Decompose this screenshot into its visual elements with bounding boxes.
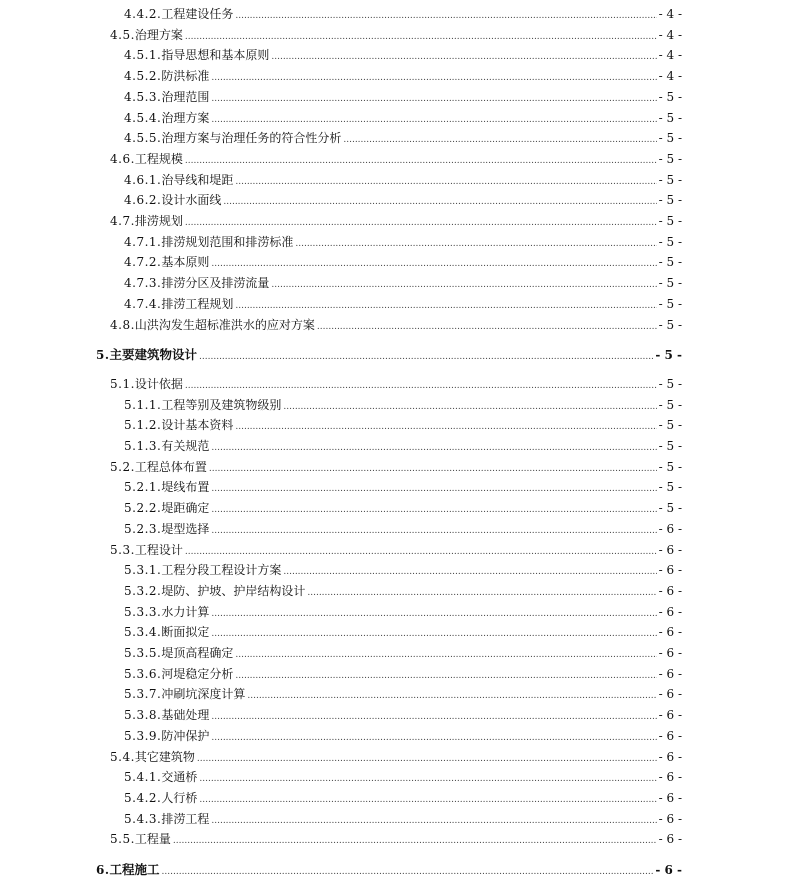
toc-entry-page: - 6 - [658,749,682,764]
toc-entry[interactable] [0,150,682,168]
toc-entry-title: 其它建筑物 [134,749,195,764]
toc-entry-page: - 5 - [658,376,682,391]
toc-entry[interactable] [0,458,682,476]
toc-entry-title: 工程等别及建筑物级别 [161,397,282,412]
toc-entry-number: 4.5.4. [124,110,162,125]
toc-entry-page: - 6 - [658,770,682,785]
toc-entry-page: - 5 - [658,193,682,208]
toc-entry-page: - 5 - [658,501,682,516]
toc-entry-title: 工程施工 [109,862,160,877]
toc-entry[interactable] [0,582,682,600]
toc-entry-title: 堤线布置 [161,480,210,495]
toc-entry[interactable] [0,109,682,127]
dot-leader [295,233,656,253]
toc-entry-page: - 5 - [658,317,682,332]
toc-entry-title: 冲刷坑深度计算 [161,687,246,702]
toc-entry-number: 5.2.1. [124,480,162,495]
toc-entry-title: 工程设计 [134,542,183,557]
dot-leader [235,171,656,191]
toc-entry[interactable] [0,437,682,455]
toc-entry-number: 5.3. [110,542,135,557]
toc-entry-number: 5.3.7. [124,687,162,702]
toc-entry[interactable] [0,499,682,517]
toc-entry-page: - 6 - [658,583,682,598]
toc-entry-page: - 5 - [658,296,682,311]
toc-entry-title: 治理方案 [134,27,183,42]
toc-entry[interactable] [0,861,682,879]
dot-leader [235,5,656,25]
dot-leader [211,478,656,498]
dot-leader [211,520,656,540]
toc-entry-number: 4.5. [110,27,135,42]
toc-entry-page: - 5 - [658,151,682,166]
toc-entry-title: 工程建设任务 [161,7,234,21]
toc-entry[interactable] [0,478,682,496]
toc-entry-number: 4.4.2. [124,7,162,21]
toc-entry[interactable] [0,46,682,64]
dot-leader [211,727,656,747]
toc-entry[interactable] [0,88,682,106]
toc-entry-page: - 6 - [658,563,682,578]
dot-leader [307,582,656,602]
dot-leader [343,129,656,149]
dot-leader [247,685,656,705]
toc-entry[interactable] [0,171,682,189]
toc-entry-page: - 6 - [658,811,682,826]
dot-leader [197,748,657,768]
dot-leader [211,623,656,643]
toc-entry-number: 5.1.3. [124,439,162,453]
toc-entry-number: 5.3.8. [124,708,162,723]
toc-entry-page: - 5 - [658,276,682,291]
toc-entry-number: 5.3.2. [124,583,162,598]
toc-entry-page: - 5 - [658,234,682,249]
dot-leader [211,603,656,623]
toc-entry[interactable] [0,789,682,807]
toc-entry-title: 治理范围 [161,89,210,104]
toc-entry-title: 堤型选择 [161,521,210,536]
toc-entry-title: 防洪标准 [161,69,210,84]
toc-entry[interactable] [0,129,682,147]
toc-entry-page: - 4 - [658,48,682,63]
dot-leader [211,810,656,830]
toc-entry-page: - 6 - [658,708,682,723]
toc-entry-page: - 6 - [658,687,682,702]
toc-entry-page: - 5 - [658,439,682,453]
toc-entry[interactable] [0,520,682,538]
toc-entry-title: 有关规范 [161,439,210,453]
toc-entry-title: 设计水面线 [161,193,222,208]
toc-entry-number: 4.6.1. [124,172,162,187]
dot-leader [185,150,657,170]
toc-entry-title: 人行桥 [161,790,198,805]
toc-entry-title: 山洪沟发生超标准洪水的应对方案 [134,317,315,332]
toc-entry-number: 5.3.1. [124,563,162,578]
toc-entry-title: 工程分段工程设计方案 [161,563,282,578]
toc-entry-number: 5.3.6. [124,666,162,681]
toc-entry[interactable] [0,768,682,786]
toc-entry-number: 4.6.2. [124,193,162,208]
toc-entry[interactable] [0,603,682,621]
toc-entry-number: 4.7.3. [124,276,162,291]
toc-entry-title: 交通桥 [161,770,198,785]
toc-entry-page: - 6 - [658,542,682,557]
toc-entry-page: - 6 - [658,832,682,847]
toc-entry[interactable] [0,623,682,641]
toc-entry-title: 指导思想和基本原则 [161,48,270,63]
toc-entry-number: 5.2.3. [124,521,162,536]
toc-entry-title: 堤顶高程确定 [161,646,234,660]
toc-entry-title: 基础处理 [161,708,210,723]
toc-entry-page: - 5 - [658,172,682,187]
toc-entry-page: - 5 - [658,131,682,146]
toc-entry[interactable] [0,685,682,703]
toc-entry-title: 排涝工程规划 [161,296,234,311]
toc-entry[interactable] [0,665,682,683]
toc-entry-title: 主要建筑物设计 [109,347,198,363]
toc-entry-page: - 5 - [658,397,682,412]
dot-leader [235,644,656,664]
toc-entry[interactable] [0,67,682,85]
dot-leader [211,253,656,273]
toc-entry-title: 工程总体布置 [134,459,207,474]
toc-entry-number: 4.5.2. [124,69,162,84]
toc-entry-number: 4.7.1. [124,234,162,249]
toc-entry[interactable] [0,541,682,559]
toc-entry-page: - 6 - [658,646,682,660]
toc-entry-page: - 5 - [658,89,682,104]
dot-leader [199,789,656,809]
dot-leader [235,416,656,436]
toc-entry[interactable] [0,191,682,209]
dot-leader [235,665,656,685]
toc-entry-title: 设计依据 [134,376,183,391]
toc-entry[interactable] [0,830,682,848]
toc-entry-number: 5.1.2. [124,418,162,433]
toc-entry-title: 排涝分区及排涝流量 [161,276,270,291]
toc-entry[interactable] [0,295,682,313]
toc-entry-page: - 4 - [658,69,682,84]
toc-entry[interactable] [0,727,682,745]
toc-entry-number: 5.4.1. [124,770,162,785]
toc-entry-number: 5.1. [110,376,135,391]
toc-entry-page: - 5 - [658,459,682,474]
toc-entry-page: - 6 - [658,728,682,743]
dot-leader [211,437,656,457]
toc-entry-title: 水力计算 [161,604,210,619]
toc-entry-number: 4.5.5. [124,131,162,146]
dot-leader [235,295,656,315]
toc-entry-page: - 5 - [658,418,682,433]
toc-entry-title: 治理方案 [161,110,210,125]
dot-leader [199,346,653,366]
dot-leader [283,561,656,581]
toc-entry-title: 排涝规划范围和排涝标准 [161,234,294,249]
dot-leader [211,88,656,108]
toc-entry-page: - 4 - [658,27,682,42]
toc-entry-number: 5.4.2. [124,790,162,805]
toc-entry-number: 5.1.1. [124,397,162,412]
dot-leader [199,768,656,788]
toc-entry-number: 4.8. [110,317,135,332]
toc-entry-title: 排涝工程 [161,811,210,826]
dot-leader [209,458,657,478]
toc-entry-number: 4.7. [110,214,135,228]
toc-entry[interactable] [0,706,682,724]
toc-entry-number: 5.3.4. [124,625,162,640]
dot-leader [185,26,657,46]
dot-leader [185,375,657,395]
toc-entry[interactable] [0,5,682,23]
dot-leader [271,46,656,66]
toc-entry-title: 工程量 [134,832,171,847]
toc-entry-title: 断面拟定 [161,625,210,640]
toc-entry[interactable] [0,810,682,828]
dot-leader [317,316,657,336]
dot-leader [223,191,656,211]
toc-entry-page: - 6 - [655,863,682,877]
toc-entry-page: - 4 - [658,7,682,21]
toc-entry-page: - 6 - [658,666,682,681]
toc-entry[interactable] [0,644,682,662]
toc-entry-number: 4.7.2. [124,255,162,270]
toc-entry-page: - 5 - [655,348,682,363]
dot-leader [211,67,656,87]
dot-leader [271,274,656,294]
toc-entry-number: 5.3.5. [124,646,162,660]
dot-leader [211,706,656,726]
toc-entry[interactable] [0,375,682,393]
toc-entry-page: - 6 - [658,604,682,619]
toc-entry-number: 6. [96,863,110,877]
toc-entry-number: 5.4. [110,749,135,764]
toc-entry-title: 堤防、护坡、护岸结构设计 [161,583,306,598]
toc-entry-number: 5.3.3. [124,604,162,619]
toc-entry-page: - 5 - [658,214,682,228]
toc-entry-number: 5.5. [110,832,135,847]
toc-entry[interactable] [0,26,682,44]
dot-leader [173,830,657,850]
toc-entry-title: 治导线和堤距 [161,172,234,187]
toc-entry[interactable] [0,396,682,414]
toc-entry-page: - 5 - [658,255,682,270]
toc-entry-number: 5.3.9. [124,728,162,743]
toc-entry-number: 5. [96,348,110,363]
toc-entry[interactable] [0,748,682,766]
dot-leader [185,541,657,561]
toc-entry[interactable] [0,416,682,434]
toc-entry-number: 4.6. [110,151,135,166]
toc-entry[interactable] [0,212,682,230]
toc-entry-page: - 6 - [658,625,682,640]
toc-entry-title: 治理方案与治理任务的符合性分析 [161,131,342,146]
toc-entry-title: 工程规模 [134,151,183,166]
toc-entry[interactable] [0,233,682,251]
dot-leader [211,109,656,129]
toc-entry-number: 4.5.3. [124,89,162,104]
toc-entry[interactable] [0,253,682,271]
toc-entry-title: 防冲保护 [161,728,210,743]
toc-entry-page: - 5 - [658,110,682,125]
dot-leader [162,861,654,881]
toc-entry-page: - 6 - [658,790,682,805]
toc-entry[interactable] [0,274,682,292]
dot-leader [283,396,656,416]
toc-entry-page: - 6 - [658,521,682,536]
toc-entry[interactable] [0,346,682,364]
toc-entry-title: 设计基本资料 [161,418,234,433]
toc-entry-number: 5.4.3. [124,811,162,826]
dot-leader [211,499,656,519]
toc-entry[interactable] [0,316,682,334]
toc-entry-title: 河堤稳定分析 [161,666,234,681]
toc-entry-number: 5.2. [110,459,135,474]
toc-entry-title: 排涝规划 [134,214,183,228]
dot-leader [185,212,657,232]
toc-entry-page: - 5 - [658,480,682,495]
toc-entry-title: 基本原则 [161,255,210,270]
toc-entry-number: 4.5.1. [124,48,162,63]
toc-entry[interactable] [0,561,682,579]
toc-entry-number: 4.7.4. [124,296,162,311]
toc-entry-title: 堤距确定 [161,501,210,516]
toc-entry-number: 5.2.2. [124,501,162,516]
